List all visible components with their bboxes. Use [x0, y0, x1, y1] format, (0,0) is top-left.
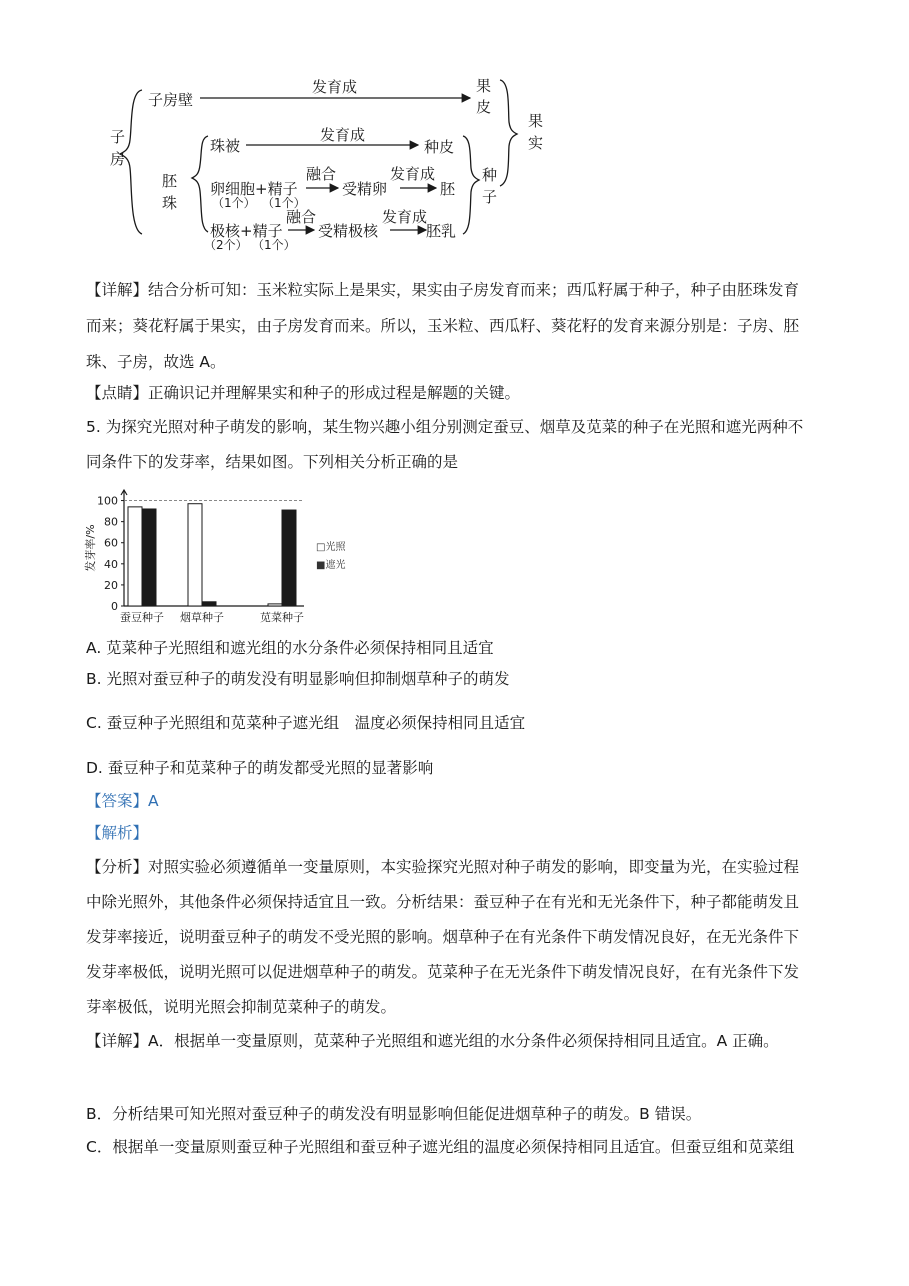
detail2-c: C．根据单一变量原则蚕豆种子光照组和蚕豆种子遮光组的温度必须保持相同且适宜。但蚕豆组和苋菜组 — [86, 1138, 795, 1156]
seed-coat-label: 种皮 — [424, 138, 455, 156]
fruit-label: 果实 — [528, 112, 544, 152]
analysis-line4: 发芽率极低，说明光照可以促进烟草种子的萌发。苋菜种子在无光条件下萌发情况良好，在有光条件下发 — [86, 963, 800, 981]
analysis-line2: 中除光照外，其他条件必须保持适宜且一致。分析结果：蚕豆种子在有光和无光条件下，种子都能萌发且 — [86, 893, 800, 911]
bar-烟草种子-光照 — [188, 504, 202, 606]
question5-line1: 5. 为探究光照对种子萌发的影响，某生物兴趣小组分别测定蚕豆、烟草及苋菜的种子在光照和遮光两种不 — [86, 418, 804, 436]
detail2-a: 【详解】A．根据单一变量原则，苋菜种子光照组和遮光组的水分条件必须保持相同且适宜。A 正确。 — [86, 1032, 779, 1050]
y-tick-label: 40 — [104, 557, 118, 571]
endosperm-label: 胚乳 — [426, 222, 457, 240]
y-tick-label: 0 — [111, 600, 118, 613]
y-tick-label: 80 — [104, 515, 118, 529]
ovary-wall-label: 子房壁 — [148, 91, 194, 109]
zygote-label: 受精卵 — [342, 180, 388, 198]
option-b: B. 光照对蚕豆种子的萌发没有明显影响但抑制烟草种子的萌发 — [86, 670, 510, 688]
x-category-label: 苋菜种子 — [260, 611, 304, 624]
y-axis-label: 发芽率/% — [84, 524, 97, 572]
y-tick-label: 20 — [104, 578, 118, 592]
embryo-label: 胚 — [440, 180, 456, 198]
egg-plus-sperm-label: 卵细胞+精子 — [210, 180, 298, 198]
develops-into-label-1: 发育成 — [312, 78, 358, 96]
count-one-b: （1个） — [262, 196, 306, 210]
question5-line2: 同条件下的发芽率，结果如图。下列相关分析正确的是 — [86, 453, 459, 471]
fuse-label-1: 融合 — [306, 165, 337, 183]
detail1-line3: 珠、子房，故选 A。 — [86, 353, 226, 371]
seed-label: 种子 — [482, 166, 498, 206]
tip-line: 【点睛】正确识记并理解果实和种子的形成过程是解题的关键。 — [86, 384, 521, 402]
option-c: C. 蚕豆种子光照组和苋菜种子遮光组 温度必须保持相同且适宜 — [86, 714, 526, 732]
bar-烟草种子-遮光 — [202, 602, 216, 606]
bar-苋菜种子-遮光 — [282, 510, 296, 606]
develops-into-label-2: 发育成 — [320, 126, 366, 144]
analysis-heading: 【解析】 — [86, 824, 149, 842]
analysis-line1: 【分析】对照实验必须遵循单一变量原则，本实验探究光照对种子萌发的影响，即变量为光，在实验过程 — [86, 858, 800, 876]
germination-chart — [80, 486, 346, 631]
pericarp-label: 果皮 — [476, 77, 492, 116]
develops-into-label-3: 发育成 — [390, 165, 436, 183]
legend-entry: □光照 — [316, 542, 346, 553]
polar-plus-sperm-label: 极核+精子 — [210, 222, 283, 240]
detail1-line2: 而来；葵花籽属于果实，由子房发育而来。所以，玉米粒、西瓜籽、葵花籽的发育来源分别是：子房、胚 — [86, 317, 800, 335]
bar-蚕豆种子-遮光 — [142, 509, 156, 606]
develops-into-label-4: 发育成 — [382, 208, 428, 226]
count-one-a: （1个） — [212, 196, 256, 210]
detail1-line1: 【详解】结合分析可知：玉米粒实际上是果实，果实由子房发育而来；西瓜籽属于种子，种子由胚珠发育 — [86, 281, 800, 299]
option-d: D. 蚕豆种子和苋菜种子的萌发都受光照的显著影响 — [86, 759, 434, 777]
detail2-b: B．分析结果可知光照对蚕豆种子的萌发没有明显影响但能促进烟草种子的萌发。B 错误。 — [86, 1105, 702, 1123]
x-category-label: 烟草种子 — [180, 611, 224, 624]
answer-line: 【答案】A — [86, 792, 159, 810]
fruit-formation-diagram — [100, 70, 560, 250]
fuse-label-2: 融合 — [286, 208, 317, 226]
integument-label: 珠被 — [210, 137, 241, 155]
bar-苋菜种子-光照 — [268, 604, 282, 606]
bar-蚕豆种子-光照 — [128, 507, 142, 606]
count-two: （2个） — [204, 238, 248, 252]
x-category-label: 蚕豆种子 — [120, 611, 164, 624]
analysis-line3: 发芽率接近，说明蚕豆种子的萌发不受光照的影响。烟草种子在有光条件下萌发情况良好，在无光条件下 — [86, 928, 800, 946]
ovule-label: 胚珠 — [162, 172, 178, 212]
fertilized-polar-label: 受精极核 — [318, 222, 379, 240]
option-a: A. 苋菜种子光照组和遮光组的水分条件必须保持相同且适宜 — [86, 639, 494, 657]
count-one-c: （1个） — [252, 238, 296, 252]
germination-chart-svg — [80, 486, 346, 631]
y-tick-label: 100 — [97, 494, 118, 508]
y-tick-label: 60 — [104, 536, 118, 550]
legend-entry: ■遮光 — [316, 560, 346, 571]
ovary-label: 子房 — [110, 128, 126, 168]
analysis-line5: 芽率极低，说明光照会抑制苋菜种子的萌发。 — [86, 998, 397, 1016]
